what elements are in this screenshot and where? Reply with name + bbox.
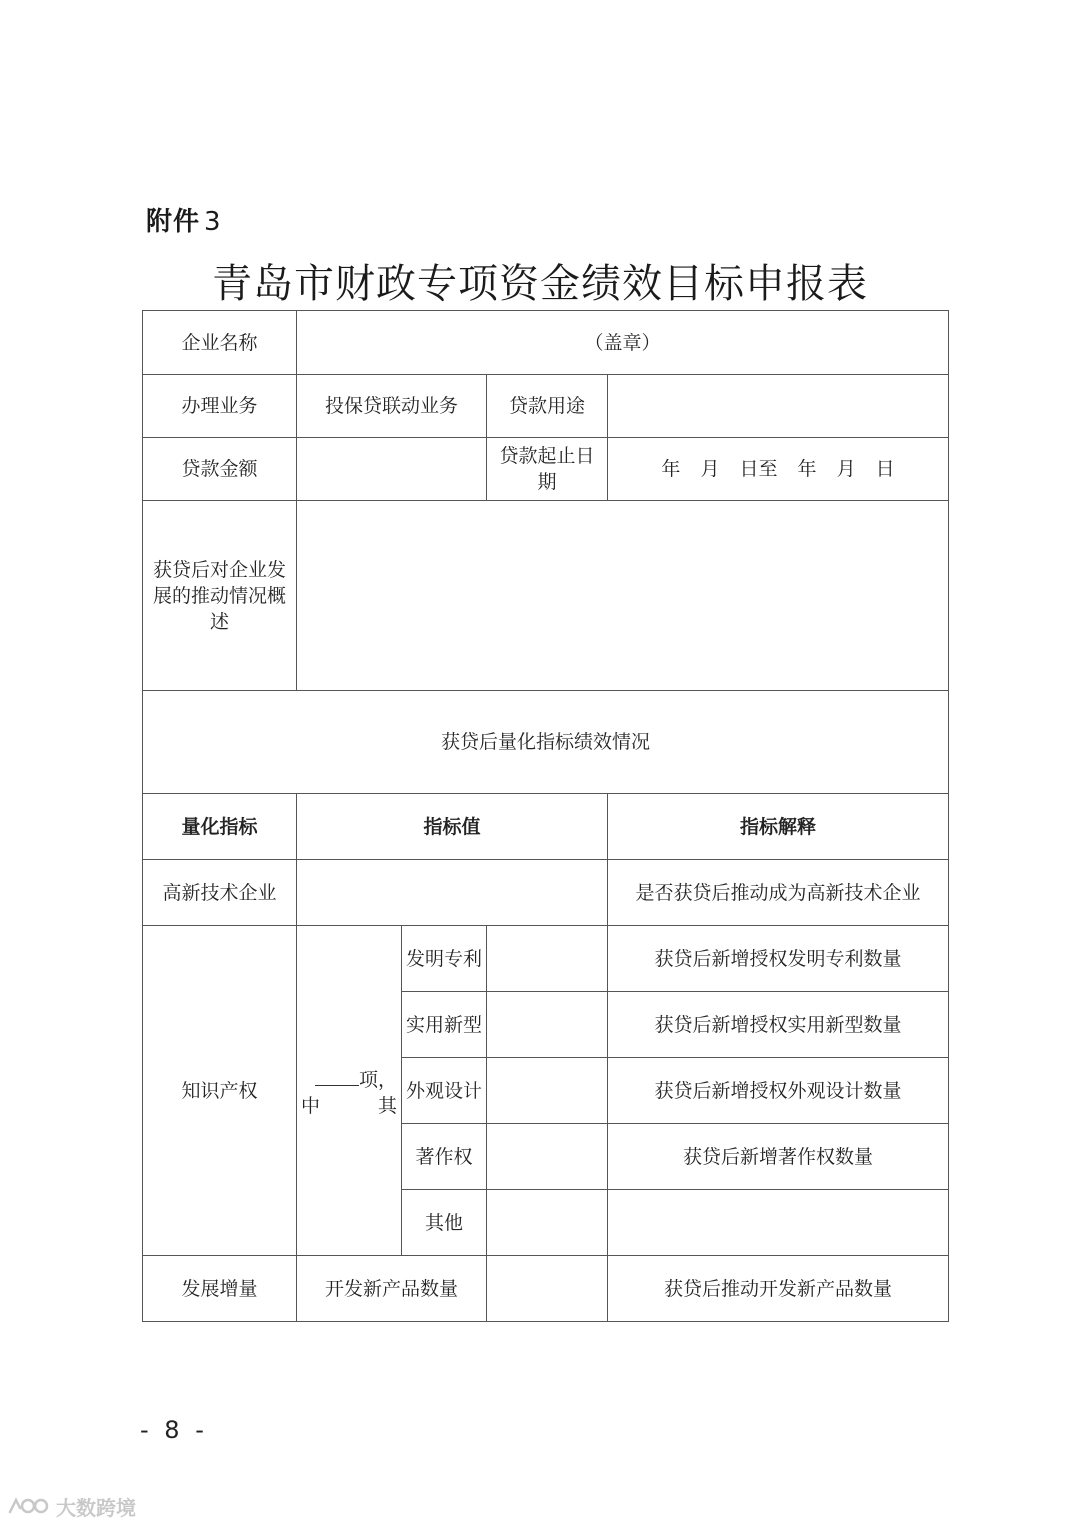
seal-hint: （盖章） — [584, 331, 661, 354]
ip-item-label: 外观设计 — [402, 1058, 487, 1124]
ip-item-label: 著作权 — [402, 1124, 487, 1190]
loan-amount-field[interactable] — [297, 438, 487, 501]
attachment-number: 3 — [204, 207, 222, 237]
business-label: 办理业务 — [143, 375, 297, 438]
company-name-label: 企业名称 — [143, 311, 297, 375]
high-tech-label: 高新技术企业 — [143, 860, 297, 926]
ip-item-explanation — [608, 1190, 949, 1256]
row-ip-invention — [143, 926, 949, 992]
row-section-title — [143, 691, 949, 794]
watermark-text: 大数跨境 — [56, 1495, 136, 1520]
loan-period-label: 贷款起止日期 — [487, 438, 608, 501]
section-title: 获贷后量化指标绩效情况 — [143, 691, 949, 794]
high-tech-value[interactable] — [297, 860, 608, 926]
row-high-tech — [143, 860, 949, 926]
ip-label: 知识产权 — [143, 926, 297, 1256]
high-tech-explanation: 是否获贷后推动成为高新技术企业 — [608, 860, 949, 926]
header-indicator: 量化指标 — [143, 794, 297, 860]
row-column-headers — [143, 794, 949, 860]
summary-field[interactable] — [297, 501, 949, 691]
row-loan-amount — [143, 438, 949, 501]
ip-count-suffix2: 中 — [301, 1094, 321, 1117]
ip-count-suffix: 项，其 — [358, 1068, 397, 1117]
ip-item-value[interactable] — [487, 992, 608, 1058]
ip-item-explanation: 获贷后新增授权外观设计数量 — [608, 1058, 949, 1124]
growth-sub-label: 开发新产品数量 — [297, 1256, 487, 1322]
performance-target-form — [142, 310, 949, 1322]
loan-amount-label: 贷款金额 — [143, 438, 297, 501]
watermark — [6, 1492, 136, 1520]
summary-label: 获贷后对企业发展的推动情况概述 — [143, 501, 297, 691]
ip-item-value[interactable] — [487, 1124, 608, 1190]
ip-item-value[interactable] — [487, 926, 608, 992]
form-title: 青岛市财政专项资金绩效目标申报表 — [212, 261, 868, 307]
loan-period-field[interactable]: 年 月 日至 年 月 日 — [608, 438, 949, 501]
growth-label: 发展增量 — [143, 1256, 297, 1322]
company-name-field[interactable] — [297, 311, 949, 375]
row-business — [143, 375, 949, 438]
loan-purpose-field[interactable] — [608, 375, 949, 438]
ip-item-value[interactable] — [487, 1058, 608, 1124]
business-value: 投保贷联动业务 — [297, 375, 487, 438]
ip-item-label: 实用新型 — [402, 992, 487, 1058]
growth-value[interactable] — [487, 1256, 608, 1322]
row-growth — [143, 1256, 949, 1322]
ip-item-value[interactable] — [487, 1190, 608, 1256]
watermark-logo-icon — [6, 1494, 52, 1518]
ip-item-explanation: 获贷后新增著作权数量 — [608, 1124, 949, 1190]
page-number: - 8 - — [140, 1416, 208, 1444]
header-explanation: 指标解释 — [608, 794, 949, 860]
attachment-label — [146, 201, 222, 238]
loan-purpose-label: 贷款用途 — [487, 375, 608, 438]
ip-total-count[interactable] — [297, 926, 402, 1256]
header-value: 指标值 — [297, 794, 608, 860]
row-company-name — [143, 311, 949, 375]
attachment-text: 附件 — [146, 207, 201, 237]
ip-item-explanation: 获贷后新增授权发明专利数量 — [608, 926, 949, 992]
ip-item-label: 发明专利 — [402, 926, 487, 992]
growth-explanation: 获贷后推动开发新产品数量 — [608, 1256, 949, 1322]
ip-item-explanation: 获贷后新增授权实用新型数量 — [608, 992, 949, 1058]
ip-item-label: 其他 — [402, 1190, 487, 1256]
row-summary — [143, 501, 949, 691]
ip-count-blank[interactable] — [315, 1067, 359, 1086]
